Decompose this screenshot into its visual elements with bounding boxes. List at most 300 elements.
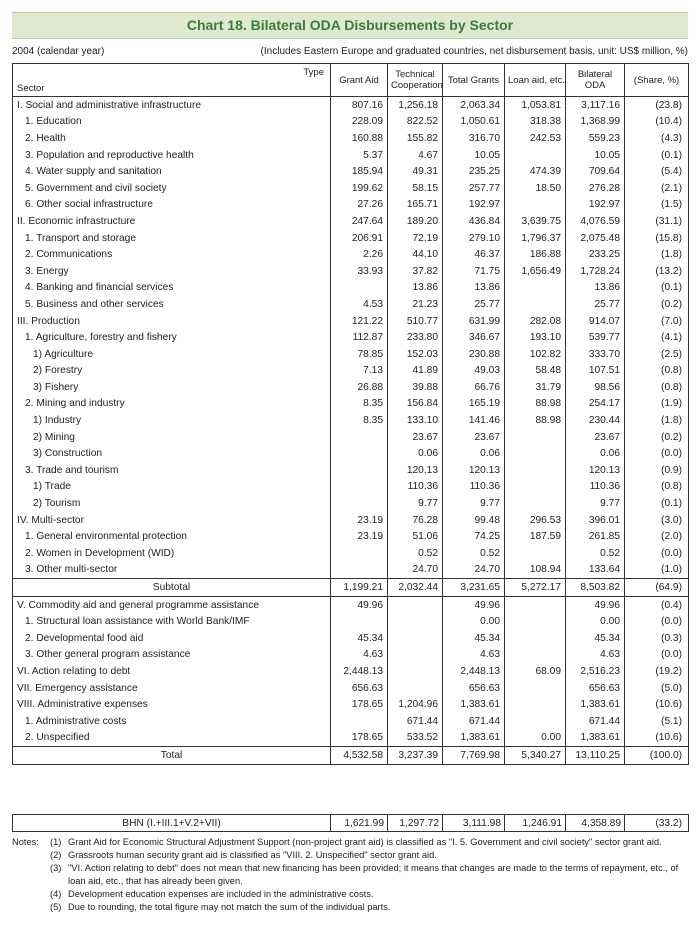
sector-cell: 4. Water supply and sanitation [25, 166, 162, 178]
note-item [12, 836, 692, 849]
share-cell: (0.9) [625, 462, 689, 479]
share-cell: (0.1) [625, 495, 689, 512]
loan-aid-cell [505, 630, 566, 647]
tech-coop-cell: 58.15 [388, 180, 443, 197]
grant-aid-cell: 8.35 [331, 412, 388, 429]
share-cell: (0.8) [625, 379, 689, 396]
bilateral-oda-cell: 23.67 [566, 429, 625, 446]
note-text: Grant Aid for Economic Structural Adjustment Support (non-project grant aid) is classified as "I. 5. Government and civil society" sector grant aid. [68, 837, 662, 847]
total-grants-cell: 0.52 [443, 545, 505, 562]
grant-aid-cell: 23.19 [331, 512, 388, 529]
bhn-row [13, 815, 689, 832]
loan-aid-cell: 296.53 [505, 512, 566, 529]
table-row [13, 696, 689, 713]
tech-coop-cell: 120.13 [388, 462, 443, 479]
grant-aid-cell [331, 562, 388, 579]
sector-cell: 1. Structural loan assistance with World Bank/IMF [25, 616, 250, 628]
tech-coop-cell: 110.36 [388, 479, 443, 496]
total-grants-cell: 4.63 [443, 647, 505, 664]
sector-cell: 1) Agriculture [33, 348, 94, 360]
bilateral-oda-cell: 133.64 [566, 562, 625, 579]
total-grants-cell: 141.46 [443, 412, 505, 429]
tech-coop-cell: 37.82 [388, 263, 443, 280]
header-tech-coop: Technical Cooperation [388, 64, 443, 97]
total-grants-cell: 99.48 [443, 512, 505, 529]
sector-cell: 3. Population and reproductive health [25, 149, 194, 161]
grant-aid-cell: 4.53 [331, 296, 388, 313]
table-row [13, 545, 689, 562]
table-row [13, 313, 689, 330]
table-row [13, 462, 689, 479]
table-row [13, 630, 689, 647]
total-grants-cell: 230.88 [443, 346, 505, 363]
bilateral-oda-cell: 120.13 [566, 462, 625, 479]
sector-cell: IV. Multi-sector [17, 514, 84, 526]
total-grants-cell: 631.99 [443, 313, 505, 330]
bilateral-oda-cell: 656.63 [566, 680, 625, 697]
loan-aid-cell: 193.10 [505, 329, 566, 346]
tech-coop-cell: 189.20 [388, 213, 443, 230]
share-cell: (100.0) [625, 747, 689, 765]
sector-cell: 3. Trade and tourism [25, 464, 119, 476]
total-grants-cell: 165.19 [443, 396, 505, 413]
loan-aid-cell: 102.82 [505, 346, 566, 363]
table-row [13, 213, 689, 230]
tech-coop-cell: 1,204.96 [388, 696, 443, 713]
loan-aid-cell: 18.50 [505, 180, 566, 197]
loan-aid-cell [505, 596, 566, 613]
table-row [13, 663, 689, 680]
total-grants-cell: 49.96 [443, 596, 505, 613]
tech-coop-cell: 533.52 [388, 730, 443, 747]
table-row [13, 163, 689, 180]
loan-aid-cell [505, 445, 566, 462]
bilateral-oda-cell: 192.97 [566, 197, 625, 214]
note-item [12, 849, 692, 862]
share-cell: (10.6) [625, 696, 689, 713]
grant-aid-cell [331, 462, 388, 479]
table-row [13, 263, 689, 280]
bilateral-oda-cell: 10.05 [566, 147, 625, 164]
share-cell: (4.1) [625, 329, 689, 346]
bilateral-oda-cell: 9.77 [566, 495, 625, 512]
loan-aid-cell [505, 429, 566, 446]
grant-aid-cell: 1,199.21 [331, 579, 388, 597]
sector-cell: 2. Mining and industry [25, 398, 125, 410]
share-cell: (0.4) [625, 596, 689, 613]
loan-aid-cell: 3,639.75 [505, 213, 566, 230]
bilateral-oda-cell: 333.70 [566, 346, 625, 363]
bhn-loan-aid: 1,246.91 [505, 815, 566, 832]
table-row [13, 346, 689, 363]
total-grants-cell: 346.67 [443, 329, 505, 346]
table-row [13, 246, 689, 263]
total-grants-cell: 9.77 [443, 495, 505, 512]
total-grants-cell: 45.34 [443, 630, 505, 647]
table-row [13, 180, 689, 197]
tech-coop-cell [388, 613, 443, 630]
bilateral-oda-cell: 671.44 [566, 713, 625, 730]
grant-aid-cell [331, 545, 388, 562]
sector-cell: 2. Women in Development (WID) [25, 547, 175, 559]
sector-cell: 5. Government and civil society [25, 182, 167, 194]
tech-coop-cell: 152.03 [388, 346, 443, 363]
loan-aid-cell [505, 280, 566, 297]
share-cell: (5.1) [625, 713, 689, 730]
bhn-table [12, 814, 689, 832]
note-number: (3) [50, 863, 62, 873]
grant-aid-cell: 27.26 [331, 197, 388, 214]
share-cell: (0.0) [625, 647, 689, 664]
loan-aid-cell: 187.59 [505, 528, 566, 545]
grant-aid-cell: 206.91 [331, 230, 388, 247]
bhn-bilateral-oda: 4,358.89 [566, 815, 625, 832]
tech-coop-cell: 0.52 [388, 545, 443, 562]
bilateral-oda-cell: 0.52 [566, 545, 625, 562]
loan-aid-cell [505, 647, 566, 664]
table-meta [12, 46, 688, 60]
tech-coop-cell: 2,032.44 [388, 579, 443, 597]
loan-aid-cell: 58.48 [505, 363, 566, 380]
table-row [13, 596, 689, 613]
grant-aid-cell: 185.94 [331, 163, 388, 180]
loan-aid-cell [505, 296, 566, 313]
share-cell: (1.9) [625, 396, 689, 413]
total-grants-cell: 66.76 [443, 379, 505, 396]
note-item [12, 888, 692, 901]
tech-coop-cell: 39.88 [388, 379, 443, 396]
bilateral-oda-cell: 1,383.61 [566, 696, 625, 713]
table-row [13, 528, 689, 545]
grant-aid-cell: 8.35 [331, 396, 388, 413]
table-row [13, 280, 689, 297]
grant-aid-cell: 121.22 [331, 313, 388, 330]
share-cell: (10.6) [625, 730, 689, 747]
share-cell: (0.1) [625, 147, 689, 164]
share-cell: (0.0) [625, 545, 689, 562]
tech-coop-cell: 44.10 [388, 246, 443, 263]
tech-coop-cell: 155.82 [388, 130, 443, 147]
table-row [13, 396, 689, 413]
note-text: Grassroots human security grant aid is classified as "VIII. 2. Unspecified" sector grant aid. [68, 850, 437, 860]
bilateral-oda-cell: 107.51 [566, 363, 625, 380]
share-cell: (1.8) [625, 246, 689, 263]
share-cell: (0.1) [625, 280, 689, 297]
total-grants-cell: 2,063.34 [443, 97, 505, 114]
tech-coop-cell: 24.70 [388, 562, 443, 579]
bilateral-oda-cell: 2,516.23 [566, 663, 625, 680]
notes-label [12, 862, 50, 888]
year-label: 2004 (calendar year) [12, 46, 105, 57]
loan-aid-cell [505, 495, 566, 512]
header-loan-aid: Loan aid, etc. [505, 64, 566, 97]
tech-coop-cell [388, 596, 443, 613]
loan-aid-cell [505, 696, 566, 713]
sector-cell: 3) Fishery [33, 381, 79, 393]
table-row [13, 647, 689, 664]
loan-aid-cell: 186.88 [505, 246, 566, 263]
table-row [13, 130, 689, 147]
loan-aid-cell: 282.08 [505, 313, 566, 330]
total-grants-cell: 74.25 [443, 528, 505, 545]
table-row [13, 613, 689, 630]
bilateral-oda-cell: 276.28 [566, 180, 625, 197]
loan-aid-cell: 108.94 [505, 562, 566, 579]
grant-aid-cell: 4,532.58 [331, 747, 388, 765]
total-grants-cell: 656.63 [443, 680, 505, 697]
bhn-label: BHN (I.+III.1+V.2+VII) [122, 817, 221, 829]
grant-aid-cell [331, 479, 388, 496]
grant-aid-cell: 26.88 [331, 379, 388, 396]
header-sector: Sector [17, 83, 45, 94]
loan-aid-cell: 242.53 [505, 130, 566, 147]
sector-cell: 2) Forestry [33, 365, 83, 377]
total-grants-cell: 10.05 [443, 147, 505, 164]
sector-cell: 2. Unspecified [25, 732, 90, 744]
share-cell: (2.5) [625, 346, 689, 363]
share-cell: (19.2) [625, 663, 689, 680]
tech-coop-cell: 72.19 [388, 230, 443, 247]
tech-coop-cell: 822.52 [388, 114, 443, 131]
share-cell: (5.0) [625, 680, 689, 697]
grant-aid-cell [331, 495, 388, 512]
share-cell: (1.8) [625, 412, 689, 429]
table-row [13, 713, 689, 730]
loan-aid-cell: 1,796.37 [505, 230, 566, 247]
sector-cell: 1. Education [25, 116, 82, 128]
total-grants-cell: 436.84 [443, 213, 505, 230]
sector-cell: Total [13, 747, 331, 765]
bilateral-oda-cell: 914.07 [566, 313, 625, 330]
share-cell: (0.2) [625, 429, 689, 446]
share-cell: (0.2) [625, 296, 689, 313]
tech-coop-cell: 156.84 [388, 396, 443, 413]
total-grants-cell: 192.97 [443, 197, 505, 214]
total-grants-cell: 71.75 [443, 263, 505, 280]
table-row [13, 97, 689, 114]
note-text: "VI. Action relating to debt" does not mean that new financing has been provided; it means that changes are made to the terms of repayment, etc., of loan aid, etc., that has already been given. [68, 863, 679, 886]
tech-coop-cell: 13.86 [388, 280, 443, 297]
sector-cell: 1) Industry [33, 415, 82, 427]
note-text: Development education expenses are included in the administrative costs. [68, 889, 374, 899]
sector-cell: V. Commodity aid and general programme assistance [13, 596, 331, 613]
share-cell: (2.0) [625, 528, 689, 545]
tech-coop-cell [388, 647, 443, 664]
loan-aid-cell: 0.00 [505, 730, 566, 747]
bilateral-oda-cell: 2,075.48 [566, 230, 625, 247]
sector-cell: 3. Other general program assistance [25, 649, 191, 661]
tech-coop-cell: 133.10 [388, 412, 443, 429]
table-row [13, 562, 689, 579]
sector-cell: 1. General environmental protection [25, 531, 187, 543]
grant-aid-cell: 178.65 [331, 730, 388, 747]
grant-aid-cell [331, 713, 388, 730]
loan-aid-cell [505, 462, 566, 479]
share-cell: (0.8) [625, 363, 689, 380]
table-row [13, 114, 689, 131]
share-cell: (1.5) [625, 197, 689, 214]
tech-coop-cell: 49.31 [388, 163, 443, 180]
grant-aid-cell [331, 280, 388, 297]
loan-aid-cell [505, 545, 566, 562]
bilateral-oda-cell: 254.17 [566, 396, 625, 413]
bilateral-oda-cell: 1,728.24 [566, 263, 625, 280]
total-grants-cell: 1,050.61 [443, 114, 505, 131]
tech-coop-cell: 510.77 [388, 313, 443, 330]
share-cell: (13.2) [625, 263, 689, 280]
bhn-tech-coop: 1,297.72 [388, 815, 443, 832]
share-cell: (5.4) [625, 163, 689, 180]
total-grants-cell: 1,383.61 [443, 696, 505, 713]
sector-cell: 2) Tourism [33, 498, 81, 510]
total-grants-cell: 1,383.61 [443, 730, 505, 747]
loan-aid-cell [505, 147, 566, 164]
share-cell: (15.8) [625, 230, 689, 247]
bilateral-oda-cell: 13.86 [566, 280, 625, 297]
total-grants-cell: 316.70 [443, 130, 505, 147]
table-row [13, 363, 689, 380]
loan-aid-cell [505, 713, 566, 730]
table-row [13, 579, 689, 597]
total-grants-cell: 23.67 [443, 429, 505, 446]
sector-cell: 1. Administrative costs [25, 715, 127, 727]
loan-aid-cell [505, 680, 566, 697]
grant-aid-cell: 78.85 [331, 346, 388, 363]
total-grants-cell: 49.03 [443, 363, 505, 380]
sector-cell: 2) Mining [33, 431, 75, 443]
notes-label [12, 888, 50, 901]
loan-aid-cell: 5,272.17 [505, 579, 566, 597]
sector-cell: 6. Other social infrastructure [25, 199, 153, 211]
total-grants-cell: 120.13 [443, 462, 505, 479]
tech-coop-cell: 165.71 [388, 197, 443, 214]
total-grants-cell: 279.10 [443, 230, 505, 247]
tech-coop-cell [388, 680, 443, 697]
grant-aid-cell: 7.13 [331, 363, 388, 380]
grant-aid-cell [331, 613, 388, 630]
loan-aid-cell: 88.98 [505, 396, 566, 413]
bhn-total-grants: 3,111.98 [443, 815, 505, 832]
share-cell: (0.8) [625, 479, 689, 496]
oda-table [12, 63, 689, 765]
sector-cell: VI. Action relating to debt [17, 665, 131, 677]
loan-aid-cell: 318.38 [505, 114, 566, 131]
share-cell: (1.0) [625, 562, 689, 579]
share-cell: (0.0) [625, 445, 689, 462]
sector-cell: 2. Developmental food aid [25, 632, 144, 644]
bilateral-oda-cell: 110.36 [566, 479, 625, 496]
grant-aid-cell: 228.09 [331, 114, 388, 131]
sector-cell: 1. Agriculture, forestry and fishery [25, 332, 177, 344]
sector-cell: 1. Transport and storage [25, 232, 136, 244]
notes-label [12, 901, 50, 914]
grant-aid-cell: 2.26 [331, 246, 388, 263]
note-number: (4) [50, 889, 62, 899]
total-grants-cell: 235.25 [443, 163, 505, 180]
bilateral-oda-cell: 49.96 [566, 596, 625, 613]
total-grants-cell: 671.44 [443, 713, 505, 730]
tech-coop-cell: 51.06 [388, 528, 443, 545]
total-grants-cell: 0.06 [443, 445, 505, 462]
note-item [12, 862, 692, 888]
table-row [13, 379, 689, 396]
loan-aid-cell: 1,053.81 [505, 97, 566, 114]
bilateral-oda-cell: 8,503.82 [566, 579, 625, 597]
bilateral-oda-cell: 539.77 [566, 329, 625, 346]
tech-coop-cell: 233.80 [388, 329, 443, 346]
tech-coop-cell: 76.28 [388, 512, 443, 529]
loan-aid-cell: 31.79 [505, 379, 566, 396]
table-row [13, 412, 689, 429]
total-grants-cell: 110.36 [443, 479, 505, 496]
bilateral-oda-cell: 13,110.25 [566, 747, 625, 765]
grant-aid-cell: 5.37 [331, 147, 388, 164]
table-row [13, 329, 689, 346]
loan-aid-cell [505, 197, 566, 214]
table-row [13, 479, 689, 496]
bhn-grant-aid: 1,621.99 [331, 815, 388, 832]
grant-aid-cell: 33.93 [331, 263, 388, 280]
share-cell: (4.3) [625, 130, 689, 147]
sector-cell: 2. Health [25, 132, 66, 144]
share-cell: (7.0) [625, 313, 689, 330]
chart-title: Chart 18. Bilateral ODA Disbursements by Sector [12, 12, 688, 39]
table-row [13, 730, 689, 747]
note-number: (2) [50, 850, 62, 860]
table-row [13, 147, 689, 164]
sector-cell: 3. Energy [25, 265, 69, 277]
grant-aid-cell: 807.16 [331, 97, 388, 114]
header-type: Type [303, 67, 324, 78]
table-row [13, 197, 689, 214]
grant-aid-cell: 2,448.13 [331, 663, 388, 680]
tech-coop-cell: 671.44 [388, 713, 443, 730]
tech-coop-cell: 21.23 [388, 296, 443, 313]
total-grants-cell: 7,769.98 [443, 747, 505, 765]
loan-aid-cell: 68.09 [505, 663, 566, 680]
header-total-grants: Total Grants [443, 64, 505, 97]
sector-cell: 3) Construction [33, 448, 103, 460]
tech-coop-cell: 9.77 [388, 495, 443, 512]
sector-cell: 5. Business and other services [25, 298, 164, 310]
loan-aid-cell: 1,656.49 [505, 263, 566, 280]
share-cell: (31.1) [625, 213, 689, 230]
grant-aid-cell: 247.64 [331, 213, 388, 230]
tech-coop-cell: 4.67 [388, 147, 443, 164]
note-text: Due to rounding, the total figure may not match the sum of the individual parts. [68, 902, 391, 912]
bilateral-oda-cell: 396.01 [566, 512, 625, 529]
total-grants-cell: 25.77 [443, 296, 505, 313]
note-item [12, 901, 692, 914]
sector-cell: 1) Trade [33, 481, 71, 493]
bilateral-oda-cell: 559.23 [566, 130, 625, 147]
header-share: (Share, %) [625, 64, 689, 97]
table-row [13, 445, 689, 462]
header-sector-type [13, 64, 331, 97]
bilateral-oda-cell: 0.06 [566, 445, 625, 462]
loan-aid-cell: 5,340.27 [505, 747, 566, 765]
notes [12, 836, 692, 914]
note-number: (1) [50, 837, 62, 847]
grant-aid-cell: 45.34 [331, 630, 388, 647]
share-cell: (10.4) [625, 114, 689, 131]
table-row [13, 512, 689, 529]
bhn-share: (33.2) [625, 815, 689, 832]
share-cell: (23.8) [625, 97, 689, 114]
loan-aid-cell [505, 479, 566, 496]
grant-aid-cell: 112.87 [331, 329, 388, 346]
bilateral-oda-cell: 98.56 [566, 379, 625, 396]
